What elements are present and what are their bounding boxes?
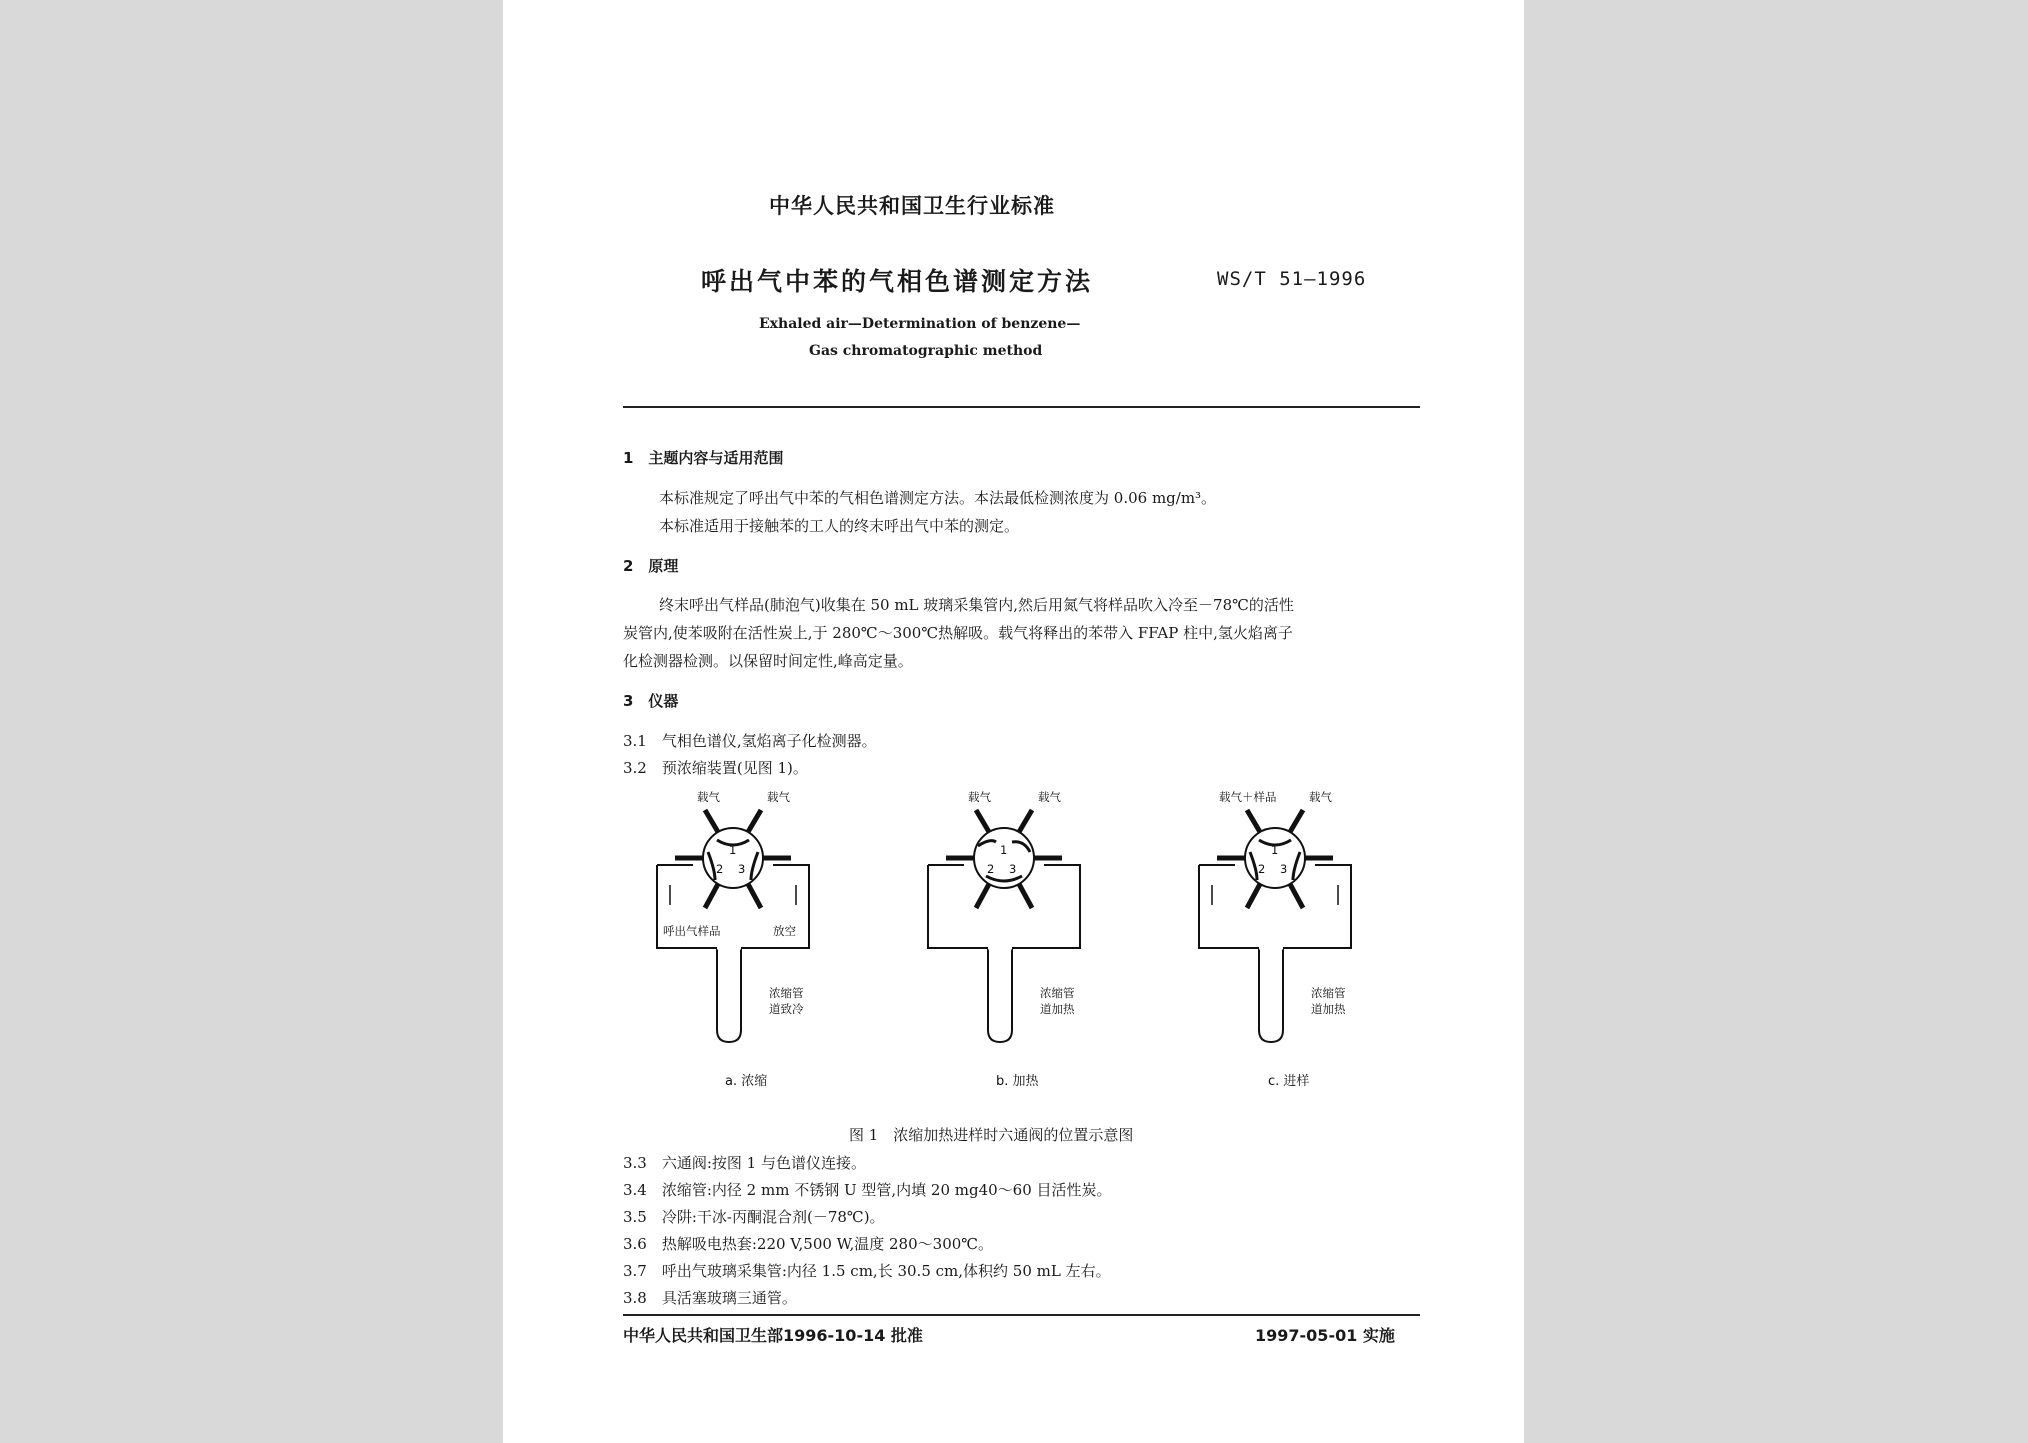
panel-b-sublabel: b. 加热: [996, 1074, 1039, 1089]
panel-b-tube-label-2: 道加热: [1040, 1002, 1075, 1016]
panel-b-label-right: 载气: [1038, 790, 1061, 804]
section-2-line-2: 炭管内,使苯吸附在活性炭上,于 280℃～300℃热解吸。载气将释出的苯带入 FFAP 柱中,氢火焰离子: [623, 624, 1293, 642]
panel-a-tube: [717, 948, 741, 1042]
panel-a-tube-label-1: 浓缩管: [769, 986, 804, 1000]
section-2-line-3: 化检测器检测。以保留时间定性,峰高定量。: [623, 652, 913, 670]
english-title-line-2: Gas chromatographic method: [809, 343, 1043, 359]
panel-c: [1199, 790, 1351, 1042]
item-3-1: 3.1 气相色谱仪,氢焰离子化检测器。: [623, 732, 877, 750]
panel-a-port-3: 3: [738, 862, 746, 876]
panel-a: [657, 790, 809, 1042]
panel-a-sublabel: a. 浓缩: [725, 1074, 768, 1089]
figure-1-caption: 图 1 浓缩加热进样时六通阀的位置示意图: [849, 1126, 1134, 1144]
header-rule: [623, 406, 1420, 408]
panel-b-port-1: 1: [1000, 843, 1008, 857]
panel-c-tube: [1259, 948, 1283, 1042]
panel-c-valve: [1245, 828, 1305, 888]
figure-1-diagram: [633, 780, 1413, 1100]
panel-b-tube: [988, 948, 1012, 1042]
panel-c-port-2: 2: [1258, 862, 1266, 876]
panel-c-port-1: 1: [1271, 843, 1279, 857]
panel-c-port-3: 3: [1280, 862, 1288, 876]
section-2-line-1: 终末呼出气样品(肺泡气)收集在 50 mL 玻璃采集管内,然后用氮气将样品吹入冷至－78℃的活性: [659, 596, 1294, 614]
panel-a-label-bottom-left: 呼出气样品: [663, 924, 721, 938]
approval-date: 中华人民共和国卫生部1996-10-14 批准: [623, 1326, 923, 1345]
panel-a-port-1: 1: [729, 843, 737, 857]
standard-code: WS/T 51—1996: [1217, 268, 1367, 290]
panel-a-label-right: 载气: [767, 790, 790, 804]
panel-b-valve: [974, 828, 1034, 888]
issuing-organization: 中华人民共和国卫生行业标准: [769, 194, 1055, 218]
section-2-heading: 2 原理: [623, 557, 679, 575]
footer-rule: [623, 1314, 1420, 1316]
document-title: 呼出气中苯的气相色谱测定方法: [701, 267, 1094, 296]
item-3-3: 3.3 六通阀:按图 1 与色谱仪连接。: [623, 1154, 866, 1172]
item-3-7: 3.7 呼出气玻璃采集管:内径 1.5 cm,长 30.5 cm,体积约 50 mL 左右。: [623, 1262, 1111, 1280]
item-3-4: 3.4 浓缩管:内径 2 mm 不锈钢 U 型管,内填 20 mg40～60 目活性炭。: [623, 1181, 1112, 1199]
item-3-2: 3.2 预浓缩装置(见图 1)。: [623, 759, 808, 777]
section-1-paragraph-2: 本标准适用于接触苯的工人的终末呼出气中苯的测定。: [659, 517, 1020, 535]
panel-c-tube-label-1: 浓缩管: [1311, 986, 1346, 1000]
panel-a-label-left: 载气: [697, 790, 720, 804]
panel-c-label-right: 载气: [1309, 790, 1332, 804]
item-3-8: 3.8 具活塞玻璃三通管。: [623, 1289, 797, 1307]
item-3-6: 3.6 热解吸电热套:220 V,500 W,温度 280～300℃。: [623, 1235, 994, 1253]
panel-b-port-3: 3: [1009, 862, 1017, 876]
document-page: [503, 0, 1524, 1443]
panel-b: [928, 790, 1080, 1042]
panel-b-label-left: 载气: [968, 790, 991, 804]
section-1-paragraph-1: 本标准规定了呼出气中苯的气相色谱测定方法。本法最低检测浓度为 0.06 mg/m³。: [659, 489, 1217, 507]
section-3-heading: 3 仪器: [623, 692, 679, 710]
panel-c-tube-label-2: 道加热: [1311, 1002, 1346, 1016]
item-3-5: 3.5 冷阱:干冰-丙酮混合剂(－78℃)。: [623, 1208, 885, 1226]
panel-c-label-left: 载气＋样品: [1219, 790, 1277, 804]
panel-b-port-2: 2: [987, 862, 995, 876]
panel-a-port-2: 2: [716, 862, 724, 876]
effective-date: 1997-05-01 实施: [1255, 1326, 1395, 1345]
panel-a-label-bottom-right: 放空: [773, 924, 796, 938]
panel-a-valve: [703, 828, 763, 888]
panel-c-sublabel: c. 进样: [1268, 1074, 1310, 1089]
panel-a-tube-label-2: 道致冷: [769, 1002, 804, 1016]
english-title-line-1: Exhaled air—Determination of benzene—: [759, 316, 1081, 332]
section-1-heading: 1 主题内容与适用范围: [623, 449, 784, 467]
panel-b-tube-label-1: 浓缩管: [1040, 986, 1075, 1000]
